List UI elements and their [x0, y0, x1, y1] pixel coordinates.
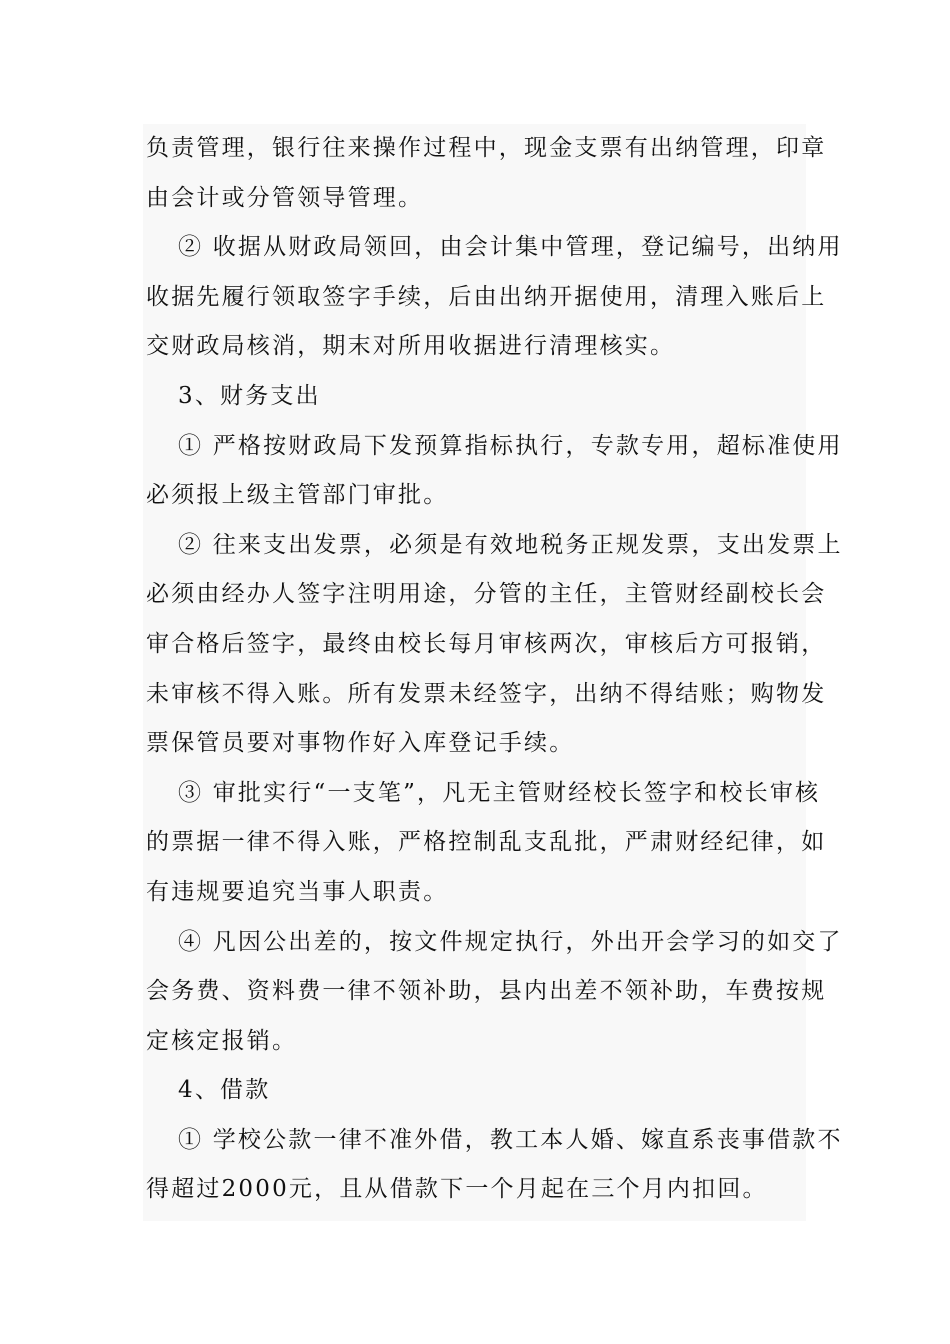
text-line: 必须由经办人签字注明用途，分管的主任，主管财经副校长会: [146, 581, 827, 608]
text-line: 审合格后签字，最终由校长每月审核两次，审核后方可报销，: [146, 630, 827, 657]
numbered-item: ② 往来支出发票，必须是有效地税务正规发票，支出发票上: [178, 531, 843, 558]
document-body: [146, 124, 843, 1215]
text-line: 负责管理，银行往来操作过程中，现金支票有出纳管理，印章: [146, 135, 827, 161]
text-line: 未审核不得入账。所有发票未经签字，出纳不得结账；购物发: [146, 680, 827, 707]
numbered-item: ① 学校公款一律不准外借，教工本人婚、嫁直系丧事借款不: [178, 1126, 843, 1153]
text-line: 票保管员要对事物作好入库登记手续。: [146, 730, 575, 757]
numbered-item: ④ 凡因公出差的，按文件规定执行，外出开会学习的如交了: [178, 928, 843, 955]
numbered-item: ③ 审批实行“一支笔”，凡无主管财经校长签字和校长审核: [178, 779, 821, 806]
text-line: 得超过2000元，且从借款下一个月起在三个月内扣回。: [146, 1176, 768, 1203]
text-line: 由会计或分管领导管理。: [146, 184, 424, 211]
text-line: 必须报上级主管部门审批。: [146, 482, 449, 509]
text-line: 交财政局核消，期末对所用收据进行清理核实。: [146, 333, 676, 360]
text-line: 收据先履行领取签字手续，后由出纳开据使用，清理入账后上: [146, 283, 827, 310]
section-heading: 4、借款: [178, 1077, 271, 1104]
text-line: 有违规要追究当事人职责。: [146, 878, 449, 905]
text-line: 的票据一律不得入账，严格控制乱支乱批，严肃财经纪律，如: [146, 829, 827, 856]
text-line: 定核定报销。: [146, 1027, 298, 1054]
text-line: 会务费、资料费一律不领补助，县内出差不领补助，车费按规: [146, 978, 827, 1005]
section-heading: 3、财务支出: [178, 382, 321, 409]
numbered-item: ① 严格按财政局下发预算指标执行，专款专用，超标准使用: [178, 432, 843, 459]
numbered-item: ② 收据从财政局领回，由会计集中管理，登记编号，出纳用: [178, 234, 843, 261]
